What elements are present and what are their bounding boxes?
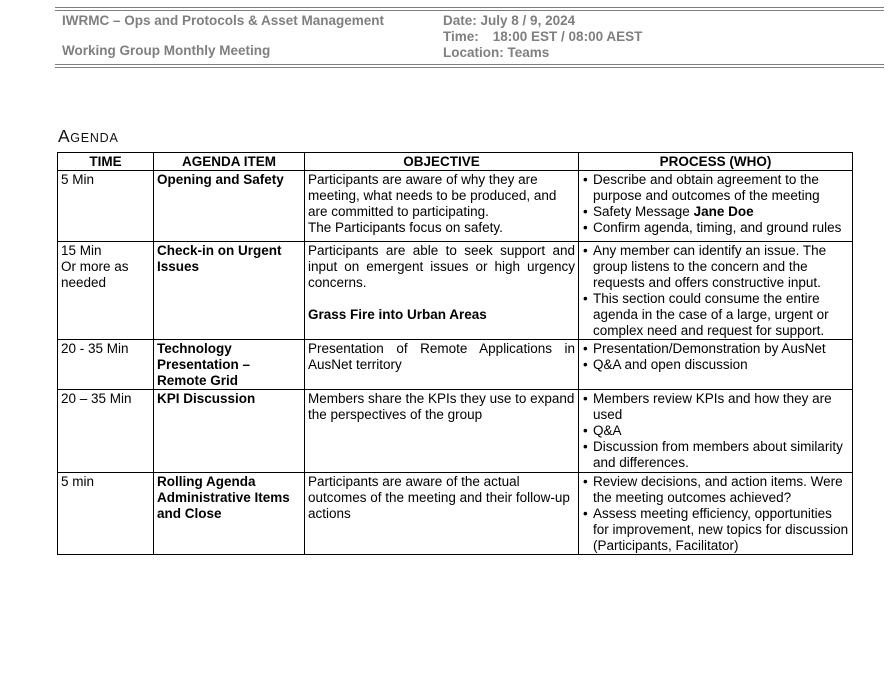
agenda-item-cell: Check-in on Urgent Issues: [154, 242, 305, 340]
process-bullet: • Review decisions, and action items. Were the meeting outcomes achieved?: [582, 474, 849, 506]
table-row: [58, 171, 853, 242]
time-cell: 5 min: [58, 473, 154, 555]
objective-paragraph: Grass Fire into Urban Areas: [308, 307, 487, 322]
agenda-table-body: [58, 171, 853, 555]
objective-cell: [305, 242, 579, 340]
column-header-objective: OBJECTIVE: [305, 153, 579, 171]
agenda-item-cell: Technology Presentation – Remote Grid: [154, 340, 305, 390]
objective-paragraph: Presentation of Remote Applications in AusNet territory: [308, 341, 575, 372]
process-bullet: • Discussion from members about similarity and differences.: [582, 439, 849, 471]
process-bullet: • Presentation/Demonstration by AusNet: [582, 341, 849, 357]
location-value: Teams: [507, 45, 550, 60]
meeting-date: [443, 13, 884, 29]
header-row: [58, 153, 853, 171]
process-cell: [579, 473, 853, 555]
process-bullet: • Confirm agenda, timing, and ground rules: [582, 220, 849, 236]
column-header-agenda-item: AGENDA ITEM: [154, 153, 305, 171]
agenda-heading-rest: GENDA: [70, 131, 119, 145]
table-row: [58, 390, 853, 473]
agenda-item-cell: Rolling Agenda Administrative Items and Close: [154, 473, 305, 555]
process-bullet: • Safety Message Jane Doe: [582, 204, 849, 220]
process-cell: [579, 242, 853, 340]
time-cell: 15 Min Or more as needed: [58, 242, 154, 340]
agenda-table: [57, 152, 853, 555]
location-label: Location:: [443, 45, 504, 60]
process-bullet: • Any member can identify an issue. The group listens to the concern and the requests and offers constructive input.: [582, 243, 849, 291]
objective-cell: [305, 171, 579, 242]
agenda-item-cell: KPI Discussion: [154, 390, 305, 473]
process-cell: [579, 171, 853, 242]
meeting-time: [443, 29, 884, 45]
objective-cell: [305, 473, 579, 555]
objective-paragraph: The Participants focus on safety.: [308, 220, 503, 235]
table-row: [58, 473, 853, 555]
time-label: Time:: [443, 29, 479, 44]
date-value: July 8 / 9, 2024: [480, 13, 576, 28]
time-cell: 5 Min: [58, 171, 154, 242]
time-cell: 20 – 35 Min: [58, 390, 154, 473]
objective-paragraph: Participants are able to seek support and input on emergent issues or high urgency concerns.: [308, 243, 575, 290]
meeting-subtitle: Working Group Monthly Meeting: [62, 43, 271, 58]
objective-cell: [305, 340, 579, 390]
objective-paragraph: Members share the KPIs they use to expand the perspectives of the group: [308, 391, 575, 422]
table-row: [58, 242, 853, 340]
objective-cell: [305, 390, 579, 473]
header-titles: [55, 13, 443, 61]
process-bullet: • Q&A: [582, 423, 849, 439]
table-row: [58, 340, 853, 390]
header-meta: [443, 13, 884, 61]
meeting-title: IWRMC – Ops and Protocols & Asset Management: [62, 13, 385, 28]
document-header: [55, 7, 884, 68]
process-bullet: • Describe and obtain agreement to the purpose and outcomes of the meeting: [582, 172, 849, 204]
time-value: 18:00 EST / 08:00 AEST: [492, 29, 643, 44]
process-bullet: • Assess meeting efficiency, opportunities for improvement, new topics for discussion (Participants, Facilitator): [582, 506, 849, 554]
agenda-heading-cap: A: [58, 126, 71, 146]
agenda-table-header: [58, 153, 853, 171]
column-header-process: PROCESS (WHO): [579, 153, 853, 171]
process-bullet: • Q&A and open discussion: [582, 357, 849, 373]
process-bullet: • Members review KPIs and how they are used: [582, 391, 849, 423]
meeting-location: [443, 45, 884, 61]
time-cell: 20 - 35 Min: [58, 340, 154, 390]
objective-paragraph: Participants are aware of why they are meeting, what needs to be produced, and are committed to participating.: [308, 172, 557, 219]
objective-paragraph: Participants are aware of the actual outcomes of the meeting and their follow-up actions: [308, 474, 570, 521]
process-cell: [579, 340, 853, 390]
date-label: Date:: [443, 13, 477, 28]
process-bullet: • This section could consume the entire agenda in the case of a large, urgent or complex need and request for support.: [582, 291, 849, 339]
agenda-item-cell: Opening and Safety: [154, 171, 305, 242]
process-cell: [579, 390, 853, 473]
column-header-time: TIME: [58, 153, 154, 171]
agenda-heading: [58, 126, 119, 147]
